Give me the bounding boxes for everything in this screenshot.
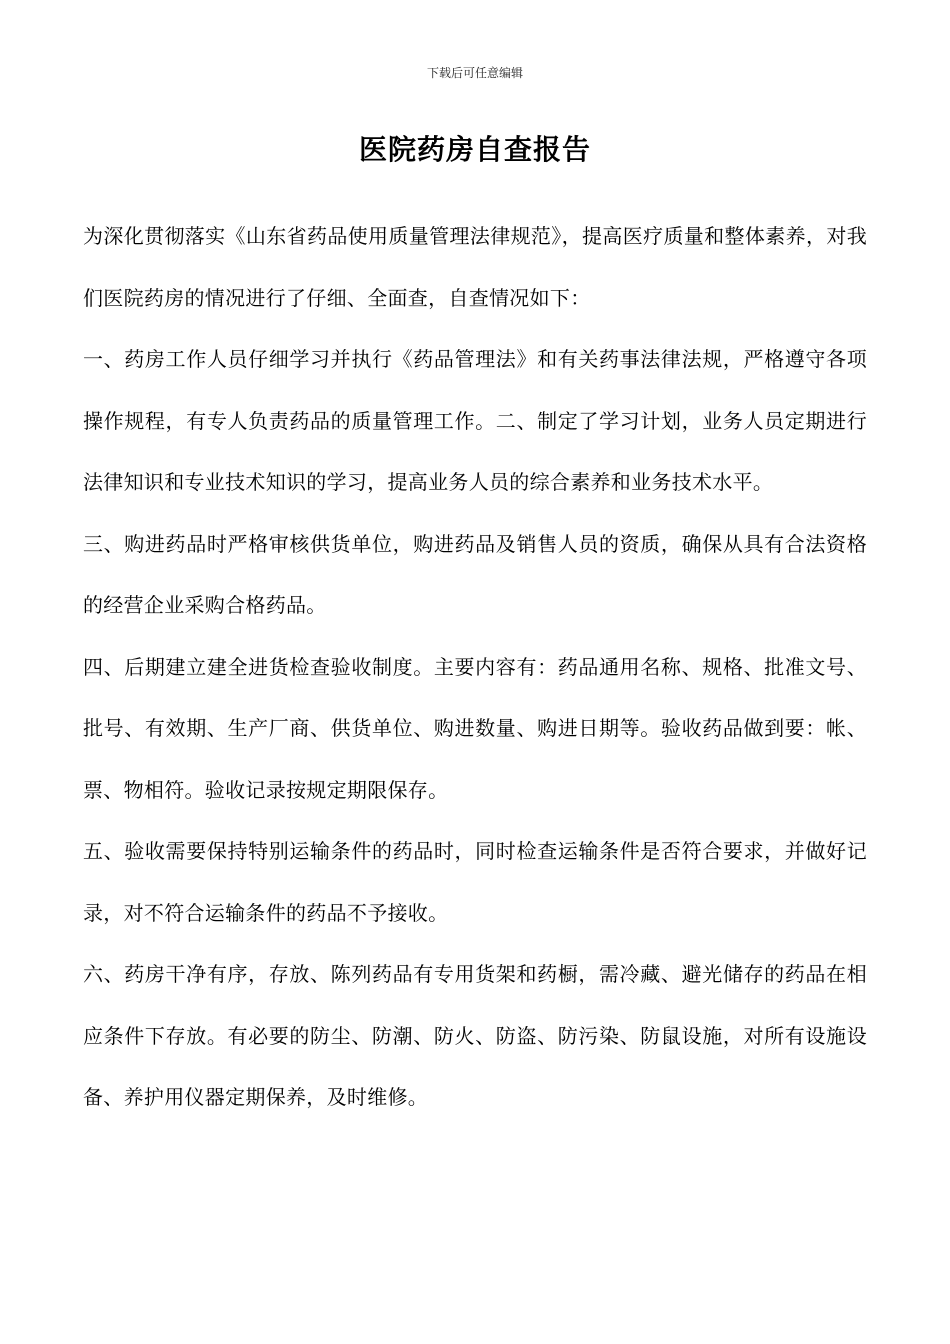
paragraph-section-3: 三、购进药品时严格审核供货单位，购进药品及销售人员的资质，确保从具有合法资格的经营企业采购合格药品。 <box>83 531 867 617</box>
header-note: 下载后可任意编辑 <box>426 66 523 80</box>
document-title: 医院药房自查报告 <box>358 133 591 166</box>
paragraph-section-4: 四、后期建立建全进货检查验收制度。主要内容有：药品通用名称、规格、批准文号、批号、有效期、生产厂商、供货单位、购进数量、购进日期等。验收药品做到要：帐、票、物相符。验收记录按规定期限保存。 <box>83 654 867 802</box>
paragraph-section-6: 六、药房干净有序，存放、陈列药品有专用货架和药橱，需冷藏、避光储存的药品在相应条件下存放。有必要的防尘、防潮、防火、防盗、防污染、防鼠设施，对所有设施设备、养护用仪器定期保养，及时维修。 <box>83 962 867 1109</box>
paragraph-section-1-2: 一、药房工作人员仔细学习并执行《药品管理法》和有关药事法律法规，严格遵守各项操作规程，有专人负责药品的质量管理工作。二、制定了学习计划，业务人员定期进行法律知识和专业技术知识的学习，提高业务人员的综合素养和业务技术水平。 <box>83 347 867 494</box>
document-body <box>83 206 867 1129</box>
paragraph-intro: 为深化贯彻落实《山东省药品使用质量管理法律规范》，提高医疗质量和整体素养，对我们医院药房的情况进行了仔细、全面查，自查情况如下： <box>83 224 867 310</box>
paragraph-section-5: 五、验收需要保持特别运输条件的药品时，同时检查运输条件是否符合要求，并做好记录，对不符合运输条件的药品不予接收。 <box>83 839 867 925</box>
